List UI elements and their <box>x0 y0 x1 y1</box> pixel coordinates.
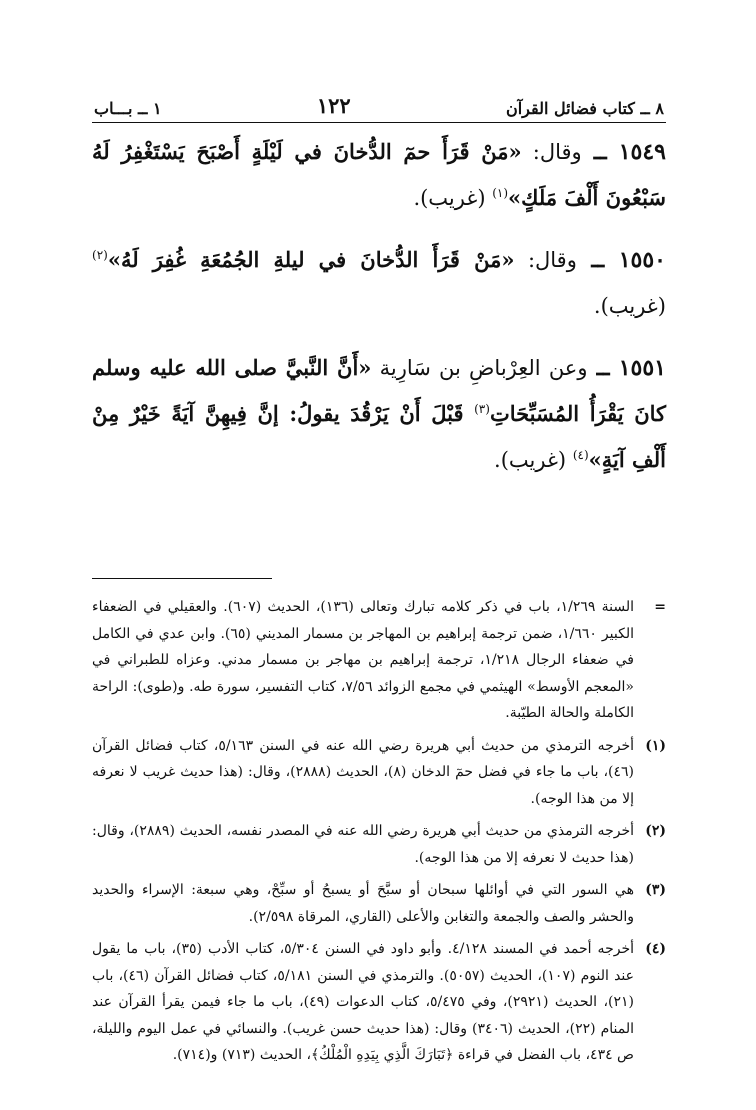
footnote-ref: (٢) <box>92 248 108 262</box>
footnote-text: أخرجه أحمد في المسند ٤/١٢٨. وأبو داود في السنن ٥/٣٠٤، كتاب الأدب (٣٥)، باب ما يقول عند النوم (١٠٧)، الحديث (٥٠٥٧). والترمذي في السنن ٥/١٨١، كتاب فضائل القرآن (٤٦)، باب (٢١)، الحديث (٢٩٢١)، وفي ٥/٤٧٥، كتاب الدعوات (٤٩)، باب ما جاء فيمن يقرأ القرآن عند المنام (٢٢)، الحديث (٣٤٠٦) وقال: (هذا حديث حسن غريب). والنسائي في عمل اليوم والليلة، ص ٤٣٤، باب الفضل في قراءة ﴿تَبَارَكَ الَّذِي بِيَدِهِ الْمُلْكُ﴾، الحديث (٧١٣) و(٧١٤). <box>92 941 634 1063</box>
header-chapter-title: ٨ ــ كتاب فضائل القرآن <box>505 99 664 118</box>
hadith-1550: ١٥٥٠ ــ وقال: «مَنْ قَرَأَ الدُّخانَ في ليلةِ الجُمُعَةِ غُفِرَ لَهُ»$^{(٢)}$ (غريب). <box>92 247 666 318</box>
hadith-quote: «مَنْ قَرَأَ الدُّخانَ في ليلةِ الجُمُعَةِ غُفِرَ لَهُ» <box>107 247 515 272</box>
hadith-grading: (غريب). <box>494 448 573 472</box>
footnote-marker: (٤) <box>645 941 666 957</box>
hadith-intro: وقال: <box>521 140 582 164</box>
footnotes <box>92 594 666 1075</box>
footnote-ref: (٤) <box>572 448 589 462</box>
footnote-marker: (٢) <box>645 823 666 839</box>
footnote-4 <box>92 936 666 1069</box>
hadith-quote-continued: قَبْلَ أَنْ يَرْقُدَ يقولُ: إنَّ فِيهِنَّ آيَةً خَيْرٌ مِنْ أَلْفِ آيَةٍ» <box>92 401 666 472</box>
running-header <box>92 90 666 123</box>
hadith-1549: ١٥٤٩ ــ وقال: «مَنْ قَرَأَ حمٓ الدُّخانَ في لَيْلَةٍ أَصْبَحَ يَسْتَغْفِرُ لَهُ سَبْعُونَ أَلْفَ مَلَكٍ»$^{(١)}$ (غريب). <box>92 139 666 210</box>
hadith-number: ١٥٤٩ <box>618 139 666 165</box>
footnote-ref: (١) <box>492 186 509 200</box>
footnote-separator <box>92 578 272 579</box>
footnote-2 <box>92 818 666 871</box>
footnote-text: السنة ١/٢٦٩، باب في ذكر كلامه تبارك وتعالى (١٣٦)، الحديث (٦٠٧). والعقيلي في الضعفاء الكبير ١/٦٦٠، ضمن ترجمة إبراهيم بن المهاجر بن مسمار المديني (٦٥). وابن عدي في الكامل في ضعفاء الرجال ١/٢١٨، ترجمة إبراهيم بن مهاجر بن مسمار مدني. وعزاه للطبراني في «المعجم الأوسط» الهيثمي في مجمع الزوائد ٧/٥٦، كتاب التفسير، سورة طه. و(طوى): الراحة الكاملة والحالة الطيّبة. <box>92 599 635 721</box>
hadith-grading: (غريب). <box>413 186 493 210</box>
hadith-quote: «مَنْ قَرَأَ حمٓ الدُّخانَ في لَيْلَةٍ أَصْبَحَ يَسْتَغْفِرُ لَهُ سَبْعُونَ أَلْفَ مَلَكٍ» <box>92 139 666 210</box>
page-number: ١٢٢ <box>316 93 351 118</box>
footnote-continued <box>92 594 666 727</box>
hadith-intro: وعن العِرْباضِ بن سَارِية <box>371 356 588 380</box>
hadith-number: ١٥٥٠ <box>618 247 666 273</box>
hadith-grading: (غريب). <box>593 294 666 318</box>
hadith-quote: «أَنَّ النَّبيَّ صلى الله عليه وسلم كانَ يَقْرَأُ المُسَبِّحَاتِ <box>92 355 667 426</box>
hadith-number: ١٥٥١ <box>618 355 666 381</box>
footnote-ref: (٣) <box>474 402 490 416</box>
book-page <box>92 90 667 1063</box>
hadith-1551: ١٥٥١ ــ وعن العِرْباضِ بن سَارِية «أَنَّ النَّبيَّ صلى الله عليه وسلم كانَ يَقْرَأُ المُسَبِّحَاتِ$^{(٣)}$ قَبْلَ أَنْ يَرْقُدَ يقولُ: إنَّ فِيهِنَّ آيَةً خَيْرٌ مِنْ أَلْفِ آيَةٍ»$^{(٤)}$ (غريب). <box>92 355 667 472</box>
footnote-text: أخرجه الترمذي من حديث أبي هريرة رضي الله عنه في السنن ٥/١٦٣، كتاب فضائل القرآن (٤٦)، باب ما جاء في فضل حمٓ الدخان (٨)، الحديث (٢٨٨٨)، وقال: (هذا حديث غريب لا نعرفه إلا من هذا الوجه). <box>92 737 635 807</box>
footnote-1 <box>92 733 666 813</box>
footnote-marker: (٣) <box>645 882 666 898</box>
footnote-text: هي السور التي في أوائلها سبحان أو سبَّحَ أو يسبحُ أو سبِّحْ، وهي سبعة: الإسراء والحديد والحشر والصف والجمعة والتغابن والأعلى (القاري، المرقاة ٢/٥٩٨). <box>92 882 634 925</box>
footnote-marker: (١) <box>645 737 666 754</box>
footnote-text: أخرجه الترمذي من حديث أبي هريرة رضي الله عنه في المصدر نفسه، الحديث (٢٨٨٩)، وقال: (هذا حديث لا نعرفه إلا من هذا الوجه). <box>92 823 634 866</box>
hadith-intro: وقال: <box>514 248 577 272</box>
header-section-title: ١ ــ بـــاب <box>94 99 162 118</box>
footnote-3 <box>92 877 666 930</box>
footnote-marker: = <box>654 599 666 615</box>
